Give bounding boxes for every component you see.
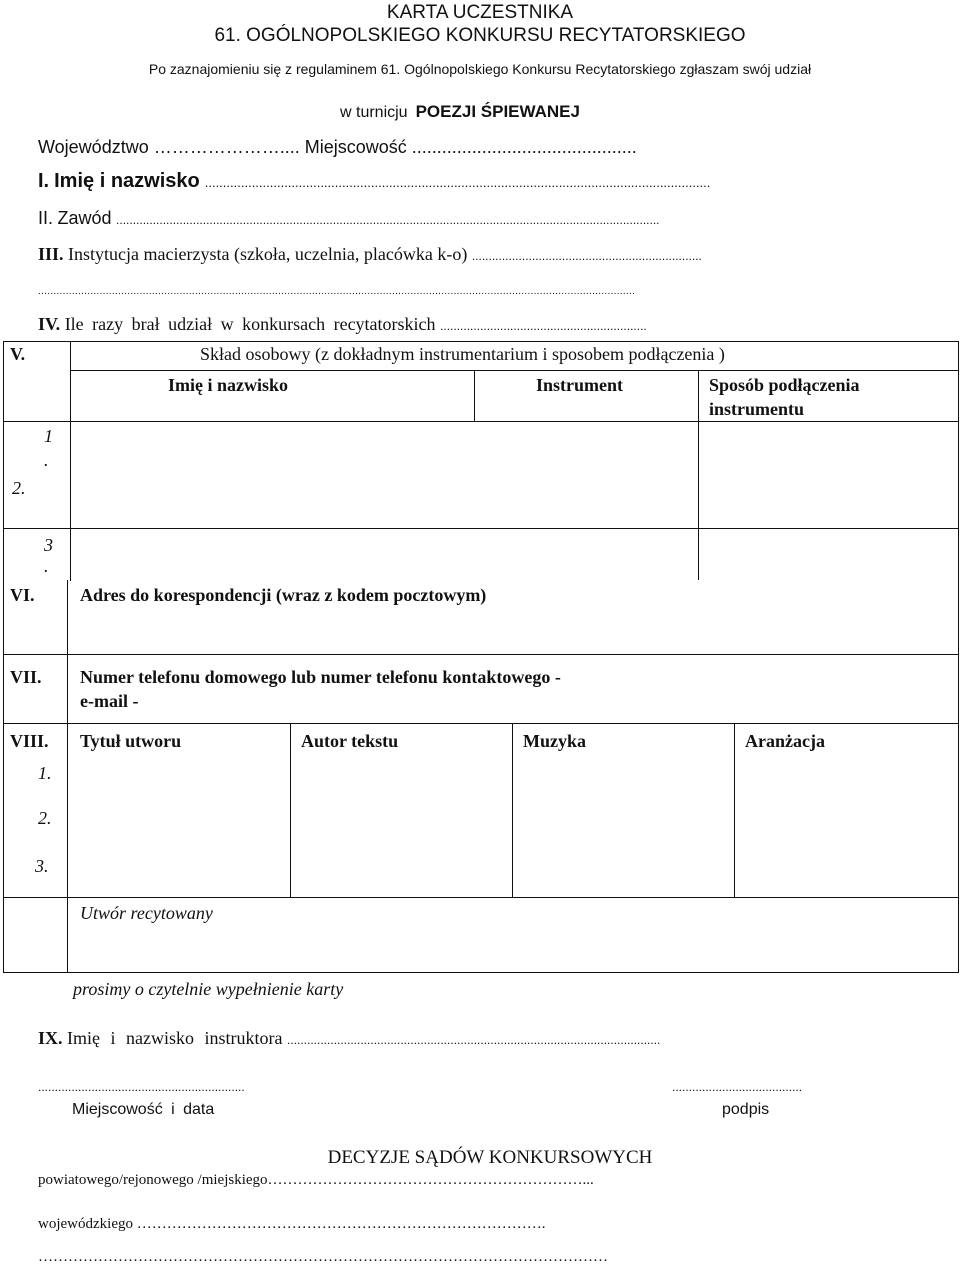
- name-label: Imię i nazwisko: [54, 170, 200, 192]
- section-vii-number: VII.: [10, 667, 42, 687]
- col-header-author: Autor tekstu: [301, 731, 399, 751]
- tournament-prefix: w turnicju: [340, 104, 408, 121]
- name-field[interactable]: [38, 170, 710, 193]
- col-header-title: Tytuł utworu: [80, 731, 182, 751]
- decisions-title: DECYZJE SĄDÓW KONKURSOWYCH: [327, 1147, 653, 1168]
- table-border-top: [3, 341, 959, 342]
- tournament-line: [340, 102, 580, 122]
- section-number: IV.: [38, 314, 61, 334]
- section-number: III.: [38, 244, 64, 264]
- phone-label: Numer telefonu domowego lub numer telefonu kontaktowego -: [80, 667, 561, 687]
- table-divider: [70, 370, 959, 371]
- table-border-left: [3, 341, 4, 973]
- table-divider: [734, 723, 735, 898]
- section-number: I.: [38, 170, 50, 192]
- col-header-arrangement: Aranżacja: [745, 731, 825, 751]
- place-date-label: Miejscowość i data: [72, 1101, 215, 1118]
- row-number: 3: [44, 535, 53, 555]
- address-input-area[interactable]: [68, 612, 957, 652]
- institution-dots: .....................................................................: [471, 249, 702, 263]
- col-header-connection: Sposób podłączenia: [709, 375, 860, 395]
- instructor-dots: ................................................................................................................: [286, 1033, 661, 1047]
- table-divider: [3, 421, 959, 422]
- instructor-field[interactable]: [38, 1028, 660, 1049]
- section-v-number: V.: [10, 344, 26, 364]
- institution-field[interactable]: [38, 244, 702, 265]
- table-divider: [3, 528, 959, 529]
- section-viii-number: VIII.: [10, 731, 49, 751]
- table-border-bottom: [3, 972, 959, 973]
- contest-title: 61. OGÓLNOPOLSKIEGO KONKURSU RECYTATORSKIEGO: [214, 25, 746, 46]
- participation-label: Ile razy brał udział w konkursach recytatorskich: [64, 314, 436, 334]
- tournament-name: POEZJI ŚPIEWANEJ: [415, 102, 580, 121]
- table-divider: [3, 654, 959, 655]
- profession-label: Zawód: [57, 208, 112, 228]
- name-dots: ............................................................................................................................................: [204, 175, 711, 190]
- form-title: KARTA UCZESTNIKA: [386, 2, 574, 23]
- section-vi-number: VI.: [10, 585, 35, 605]
- table-divider: [3, 897, 959, 898]
- row-number: 1: [44, 426, 53, 446]
- piece-row-number: 3.: [35, 856, 49, 876]
- col-header-music: Muzyka: [523, 731, 586, 751]
- table-divider: [474, 370, 475, 422]
- col-header-instrument: Instrument: [536, 375, 624, 395]
- signature-dots[interactable]: .......................................: [672, 1080, 803, 1094]
- profession-field[interactable]: [38, 208, 660, 229]
- place-date-dots[interactable]: ..............................................................: [38, 1080, 245, 1094]
- table-divider: [3, 723, 959, 724]
- decision-extra-line[interactable]: ……………………………………………………………………………………………………: [38, 1249, 608, 1265]
- address-label: Adres do korespondencji (wraz z kodem pocztowym): [80, 585, 487, 605]
- intro-text: Po zaznajomieniu się z regulaminem 61. Ogólnopolskiego Konkursu Recytatorskiego zgłaszam swój udział: [148, 61, 812, 77]
- wojewodztwo-field[interactable]: Województwo ………………….... Miejscowość .............................................: [38, 137, 637, 157]
- table-border-right: [958, 341, 959, 973]
- section-v-title: Skład osobowy (z dokładnym instrumentarium i sposobem podłączenia ): [200, 344, 725, 364]
- row-number: .: [44, 450, 49, 470]
- signature-label: podpis: [722, 1101, 770, 1118]
- instructor-label: Imię i nazwisko instruktora: [67, 1028, 283, 1048]
- section-number: II.: [38, 208, 54, 228]
- table-divider: [290, 723, 291, 898]
- participation-field[interactable]: [38, 314, 647, 335]
- recited-piece-label: Utwór recytowany: [80, 903, 213, 923]
- fill-note: prosimy o czytelnie wypełnienie karty: [73, 979, 344, 999]
- institution-dots-line2[interactable]: ..................................................................................................................................................................................................: [38, 286, 636, 297]
- table-divider: [512, 723, 513, 898]
- email-label: e-mail -: [80, 691, 139, 711]
- col-header-name: Imię i nazwisko: [168, 375, 289, 395]
- wojew-decision-field[interactable]: wojewódzkiego ……………………………………………………………………….: [38, 1216, 546, 1232]
- table-divider: [698, 370, 699, 580]
- powiat-decision-field[interactable]: powiatowego/rejonowego /miejskiego………………………………………………………...: [38, 1172, 594, 1188]
- piece-row-number: 1.: [38, 763, 52, 783]
- profession-dots: ...................................................................................................................................................................: [116, 213, 660, 227]
- table-divider: [70, 341, 71, 581]
- institution-label: Instytucja macierzysta (szkoła, uczelnia, placówka k-o): [68, 244, 468, 264]
- section-ix-number: IX.: [38, 1028, 63, 1048]
- participation-dots: ..............................................................: [440, 319, 647, 333]
- row-number: 2.: [12, 478, 26, 498]
- piece-row-number: 2.: [38, 808, 52, 828]
- row-number: .: [44, 556, 49, 576]
- col-header-connection-2: instrumentu: [709, 399, 805, 419]
